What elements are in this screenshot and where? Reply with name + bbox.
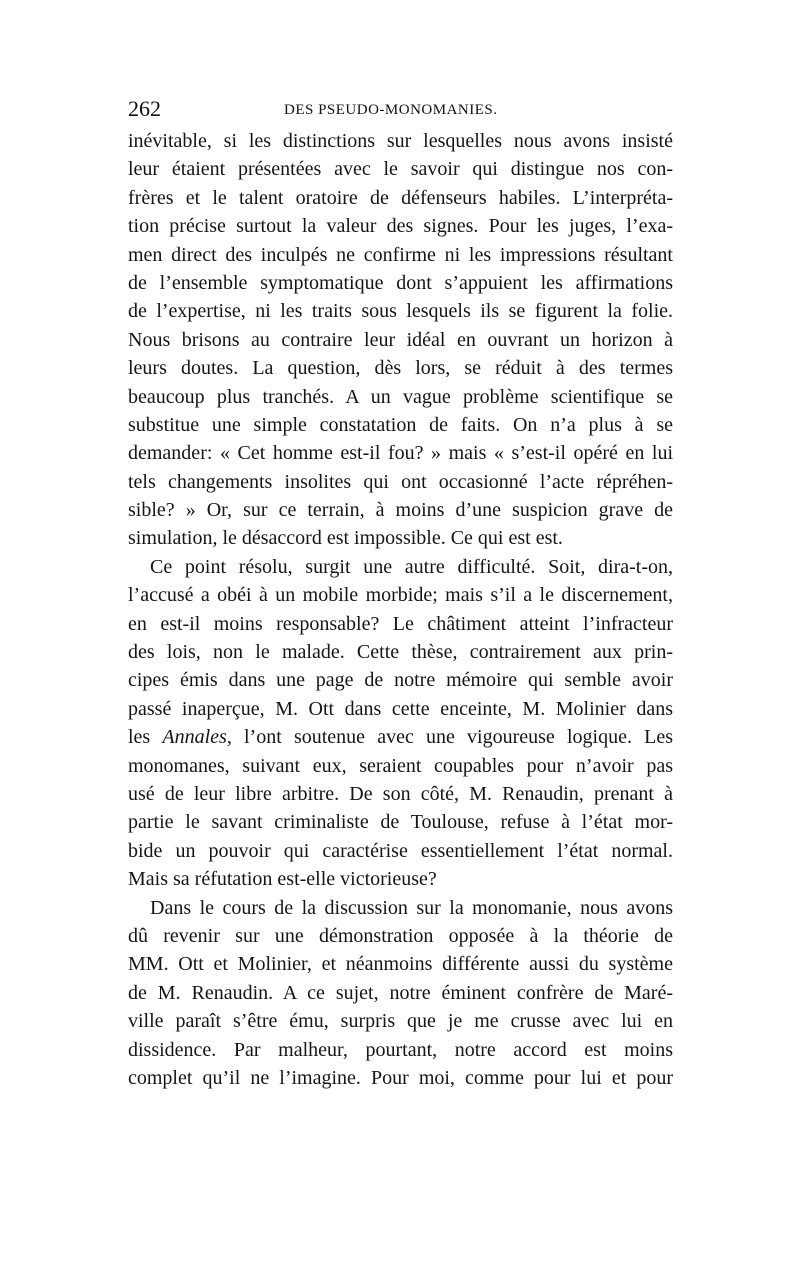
text-line: partie le savant criminaliste de Toulouse, refuse à l’état mor-	[128, 811, 673, 834]
page-header	[128, 96, 673, 126]
text-line: de l’expertise, ni les traits sous lesquels ils se figurent la folie.	[128, 300, 673, 323]
italic-title: Annales	[162, 726, 227, 749]
text-line: monomanes, suivant eux, seraient coupables pour n’avoir pas	[128, 754, 673, 777]
text-line: demander: « Cet homme est-il fou? » mais « s’est-il opéré en lui	[128, 442, 673, 465]
text-line: inévitable, si les distinctions sur lesquelles nous avons insisté	[128, 130, 673, 152]
text-line: en est-il moins responsable? Le châtiment atteint l’infracteur	[128, 612, 673, 635]
text-line: dissidence. Par malheur, pourtant, notre accord est moins	[128, 1038, 673, 1061]
text-line: de M. Renaudin. A ce sujet, notre éminent confrère de Maré-	[128, 981, 673, 1004]
text-line: des lois, non le malade. Cette thèse, contrairement aux prin-	[128, 641, 673, 664]
text-line: leur étaient présentées avec le savoir qui distingue nos con-	[128, 158, 673, 181]
text-line: ville paraît s’être ému, surpris que je me crusse avec lui en	[128, 1010, 673, 1033]
text-line: beaucoup plus tranchés. A un vague problème scientifique se	[128, 385, 673, 408]
text-line: Dans le cours de la discussion sur la monomanie, nous avons	[150, 896, 673, 919]
text-line: cipes émis dans une page de notre mémoire qui semble avoir	[128, 669, 673, 692]
text-line: frères et le talent oratoire de défenseurs habiles. L’interpréta-	[128, 186, 673, 209]
text-line: l’accusé a obéi à un mobile morbide; mais s’il a le discernement,	[128, 584, 673, 607]
text-line: complet qu’il ne l’imagine. Pour moi, comme pour lui et pour	[128, 1066, 673, 1089]
text-line: bide un pouvoir qui caractérise essentiellement l’état normal.	[128, 839, 673, 862]
text-line: tion précise surtout la valeur des signes. Pour les juges, l’exa-	[128, 215, 673, 238]
text-line: usé de leur libre arbitre. De son côté, M. Renaudin, prenant à	[128, 782, 673, 805]
text-line: men direct des inculpés ne confirme ni les impressions résultant	[128, 243, 673, 266]
text-line: substitue une simple constatation de faits. On n’a plus à se	[128, 413, 673, 436]
text-line: sible? » Or, sur ce terrain, à moins d’une suspicion grave de	[128, 499, 673, 522]
text-line: Ce point résolu, surgit une autre difficulté. Soit, dira-t-on,	[150, 555, 673, 578]
text-line: passé inaperçue, M. Ott dans cette enceinte, M. Molinier dans	[128, 697, 673, 720]
text-line: leurs doutes. La question, dès lors, se réduit à des termes	[128, 357, 673, 380]
text-line: les Annales, l’ont soutenue avec une vigoureuse logique. Les	[128, 726, 673, 749]
running-title: DES PSEUDO-MONOMANIES.	[284, 102, 498, 118]
text-line: Nous brisons au contraire leur idéal en ouvrant un horizon à	[128, 328, 673, 351]
text-line: Mais sa réfutation est-elle victorieuse?	[128, 868, 437, 891]
page-number: 262	[128, 96, 161, 121]
text-line: dû revenir sur une démonstration opposée à la théorie de	[128, 924, 673, 947]
text-line: de l’ensemble symptomatique dont s’appuient les affirmations	[128, 271, 673, 294]
body-text	[128, 127, 673, 1092]
text-line: MM. Ott et Molinier, et néanmoins différente aussi du système	[128, 953, 673, 976]
text-line: tels changements insolites qui ont occasionné l’acte répréhen-	[128, 470, 673, 493]
text-line: simulation, le désaccord est impossible. Ce qui est est.	[128, 527, 563, 550]
